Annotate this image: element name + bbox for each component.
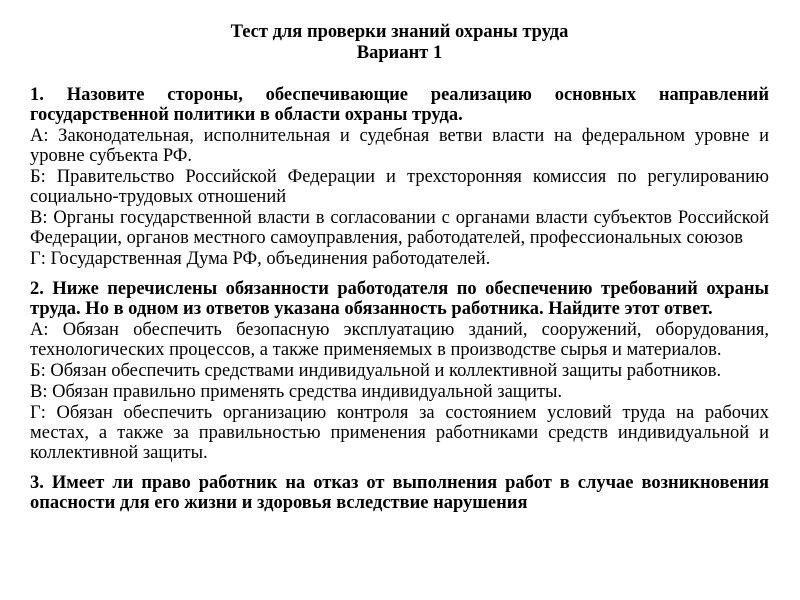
questions-list bbox=[30, 85, 769, 513]
answer-option-g: Г: Обязан обеспечить организацию контроля за состоянием условий труда на рабочих местах, а также за правильностью применения работниками средств индивидуальной и коллективной защиты. bbox=[30, 403, 769, 463]
question-2 bbox=[30, 279, 769, 463]
question-1 bbox=[30, 85, 769, 269]
document-variant: Вариант 1 bbox=[356, 43, 443, 63]
document-title: Тест для проверки знаний охраны труда bbox=[230, 22, 569, 42]
question-text: 1. Назовите стороны, обеспечивающие реализацию основных направлений государственной политики в области охраны труда. bbox=[30, 85, 769, 125]
question-text: 2. Ниже перечислены обязанности работодателя по обеспечению требований охраны труда. Но в одном из ответов указана обязанность работника. Найдите этот ответ. bbox=[30, 279, 769, 319]
answer-option-a: А: Обязан обеспечить безопасную эксплуатацию зданий, сооружений, оборудования, технологических процессов, а также применяемых в производстве сырья и материалов. bbox=[30, 320, 769, 360]
answer-option-g: Г: Государственная Дума РФ, объединения работодателей. bbox=[30, 249, 491, 269]
answer-option-a: А: Законодательная, исполнительная и судебная ветви власти на федеральном уровне и уровне субъекта РФ. bbox=[30, 126, 769, 166]
answer-option-v: В: Обязан правильно применять средства индивидуальной защиты. bbox=[30, 382, 563, 402]
question-3 bbox=[30, 473, 769, 513]
document-header bbox=[30, 22, 769, 64]
answer-option-b: Б: Обязан обеспечить средствами индивидуальной и коллективной защиты работников. bbox=[30, 361, 722, 381]
question-text: 3. Имеет ли право работник на отказ от выполнения работ в случае возникновения опасности для его жизни и здоровья вследствие нарушения bbox=[30, 473, 769, 513]
answer-option-b: Б: Правительство Российской Федерации и трехсторонняя комиссия по регулированию социально-трудовых отношений bbox=[30, 167, 769, 207]
answer-option-v: В: Органы государственной власти в согласовании с органами власти субъектов Российской Федерации, органов местного самоуправления, работодателей, профессиональных союзов bbox=[30, 208, 769, 248]
